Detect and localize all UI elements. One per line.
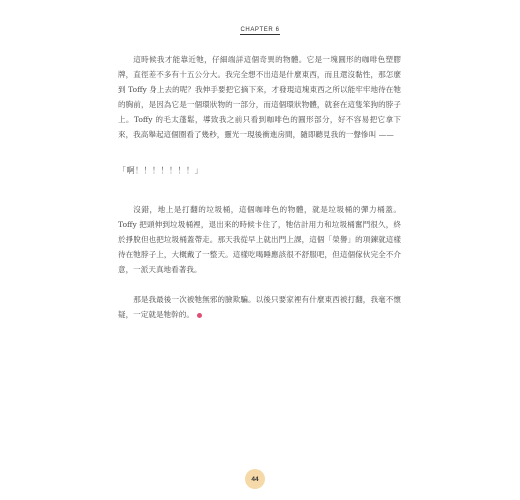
page-number-badge <box>245 469 265 489</box>
paragraph-4 <box>118 292 401 322</box>
page-header <box>0 16 520 35</box>
paragraph-3: 沒錯，地上是打翻的垃圾桶，這個咖啡色的物體，就是垃圾桶的彈力桶蓋。Toffy 把頭伸到垃圾桶裡，退出來的時候卡住了，牠估計用力和垃圾桶奮鬥很久，終於掙脫但也把垃圾桶蓋帶走。那天我從早上就出門上課，這個「榮譽」的項鍊就這樣待在牠脖子上，大概戴了一整天。這樣吃喝睡應該很不舒服吧，但這個傢伙完全不介意，一派天真地看著我。 <box>118 205 401 274</box>
end-of-story-dot-icon <box>197 313 202 318</box>
chapter-label: CHAPTER 6 <box>240 27 280 33</box>
paragraph-1: 這時候我才能靠近牠，仔細端詳這個奇異的物體。它是一塊圓形的咖啡色塑膠牌，直徑差不多有十五公分大。我完全想不出這是什麼東西，而且還沒黏性，那怎麼到 Toffy 身上去的呢？我伸手要把它摘下來，才發現這塊東西之所以能牢牢地待在牠的胸前，是因為它是一個環狀物的一部分，而這個環狀物體，就套在這隻笨狗的脖子上。Toffy 的毛太蓬鬆，導致我之前只看到咖啡色的圓形部分，好不容易把它拿下來，我高舉起這個圈看了幾秒，靈光一現後衝進房間，隨即聽見我的一聲慘叫 —— <box>118 55 401 139</box>
page-number: 44 <box>251 475 259 483</box>
exclamation-paragraph: 「啊！！！！！！！」 <box>118 166 203 175</box>
body-text <box>118 52 401 322</box>
paragraph-4-text: 那是我最後一次被牠無邪的臉欺騙。以後只要家裡有什麼東西被打翻，我毫不懷疑，一定就是牠幹的。 <box>118 295 401 319</box>
